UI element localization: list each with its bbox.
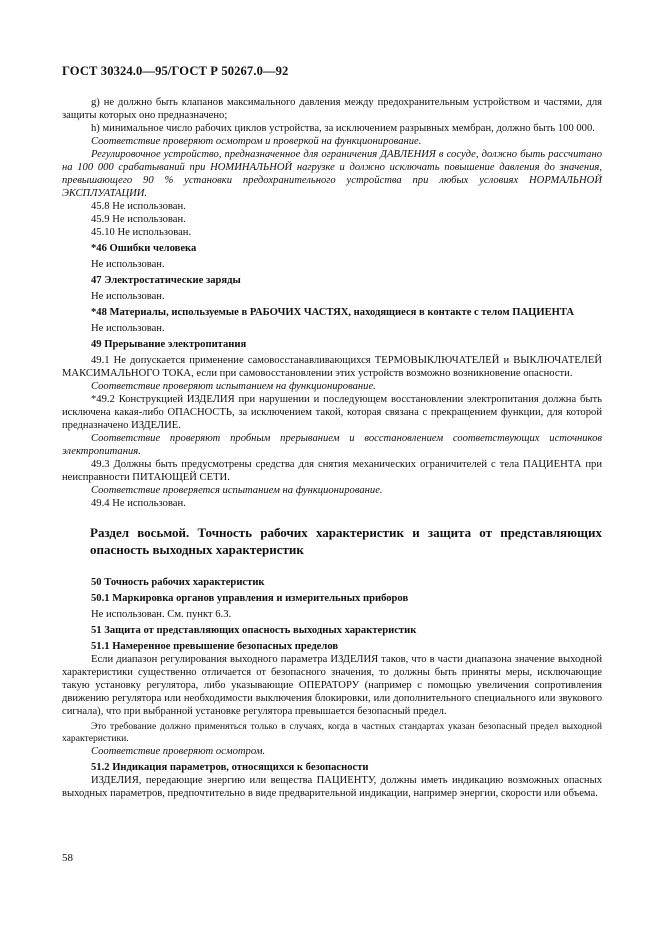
- clause-49-4: 49.4 Не использован.: [91, 498, 186, 509]
- heading-50-1: 50.1 Маркировка органов управления и измерительных приборов: [91, 593, 409, 604]
- paragraph: Если диапазон регулирования выходного параметра ИЗДЕЛИЯ таков, что в части диапазона значение выходной характеристики существенно отличается от безопасного значения, то должны быть приняты меры, исключающие такую установку регулятора, либо указывающие ОПЕРАТОРУ (например с помощью увеличения сопротивления движению регулятора или необходимости выключения блокировки, или дополнительного специального или звукового сигнала), что при выбранной установке регулятора превышается безопасный предел.: [62, 654, 602, 717]
- clause-49-1: 49.1 Не допускается применение самовосстанавливающихся ТЕРМОВЫКЛЮЧАТЕЛЕЙ и ВЫКЛЮЧАТЕЛЕЙ МАКСИМАЛЬНОГО ТОКА, если при самовосстановлении этих устройств возможно возникновение опасности.: [62, 355, 602, 379]
- paragraph: Не использован.: [91, 259, 165, 270]
- compliance-note: Соответствие проверяют осмотром.: [91, 746, 266, 757]
- paragraph: Не использован.: [91, 291, 165, 302]
- paragraph: h) минимальное число рабочих циклов устройства, за исключением разрывных мембран, должно быть 100 000.: [91, 123, 595, 134]
- heading-47: 47 Электростатические заряды: [91, 275, 241, 286]
- heading-49: 49 Прерывание электропитания: [91, 339, 247, 350]
- heading-48: *48 Материалы, используемые в РАБОЧИХ ЧАСТЯХ, находящиеся в контакте с телом ПАЦИЕНТА: [91, 307, 575, 318]
- clause-45-10: 45.10 Не использован.: [91, 227, 192, 238]
- paragraph: Не использован.: [91, 323, 165, 334]
- document-body: [62, 96, 602, 800]
- clause-45-8: 45.8 Не использован.: [91, 201, 186, 212]
- paragraph: Регулировочное устройство, предназначенное для ограничения ДАВЛЕНИЯ в сосуде, должно быть рассчитано на 100 000 срабатываний при НОМИНАЛЬНОЙ нагрузке и должно исключать повышение давления до значения, превышающего 90 % установки предохранительного устройства при любых условиях НОРМАЛЬНОЙ ЭКСПЛУАТАЦИИ.: [62, 149, 602, 199]
- compliance-note: Соответствие проверяется испытанием на функционирование.: [91, 485, 383, 496]
- paragraph: ИЗДЕЛИЯ, передающие энергию или вещества ПАЦИЕНТУ, должны иметь индикацию возможных опасных выходных параметров, предпочтительно в виде предварительной индикации, например энергии, скорости или объема.: [62, 775, 602, 799]
- page-number: 58: [62, 852, 73, 864]
- heading-46: *46 Ошибки человека: [91, 243, 197, 254]
- small-print-note: Это требование должно применяться только в случаях, когда в частных стандартах указан безопасный предел выходной характеристики.: [62, 721, 602, 744]
- section-title: Раздел восьмой. Точность рабочих характеристик и защита от представляющих опасность выходных характеристик: [90, 525, 602, 557]
- clause-49-2: *49.2 Конструкцией ИЗДЕЛИЯ при нарушении и последующем восстановлении электропитания должна быть исключена какая-либо ОПАСНОСТЬ, за исключением такой, которая связана с прекращением функции, для которой предназначено ИЗДЕЛИЕ.: [62, 394, 602, 431]
- paragraph: g) не должно быть клапанов максимального давления между предохранительным устройством и частями, для защиты которых оно предназначено;: [62, 97, 602, 121]
- heading-51-1: 51.1 Намеренное превышение безопасных пределов: [91, 641, 339, 652]
- heading-50: 50 Точность рабочих характеристик: [91, 577, 265, 588]
- compliance-note: Соответствие проверяют пробным прерыванием и восстановлением соответствующих источников электропитания.: [62, 433, 602, 457]
- document-header: ГОСТ 30324.0—95/ГОСТ Р 50267.0—92: [62, 64, 289, 78]
- paragraph: Не использован. См. пункт 6.3.: [91, 609, 232, 620]
- clause-45-9: 45.9 Не использован.: [91, 214, 186, 225]
- clause-49-3: 49.3 Должны быть предусмотрены средства для снятия механических ограничителей с тела ПАЦИЕНТА при неисправности ПИТАЮЩЕЙ СЕТИ.: [62, 459, 602, 483]
- heading-51: 51 Защита от представляющих опасность выходных характеристик: [91, 625, 417, 636]
- compliance-note: Соответствие проверяют осмотром и проверкой на функционирование.: [91, 136, 422, 147]
- compliance-note: Соответствие проверяют испытанием на функционирование.: [91, 381, 376, 392]
- heading-51-2: 51.2 Индикация параметров, относящихся к безопасности: [91, 762, 369, 773]
